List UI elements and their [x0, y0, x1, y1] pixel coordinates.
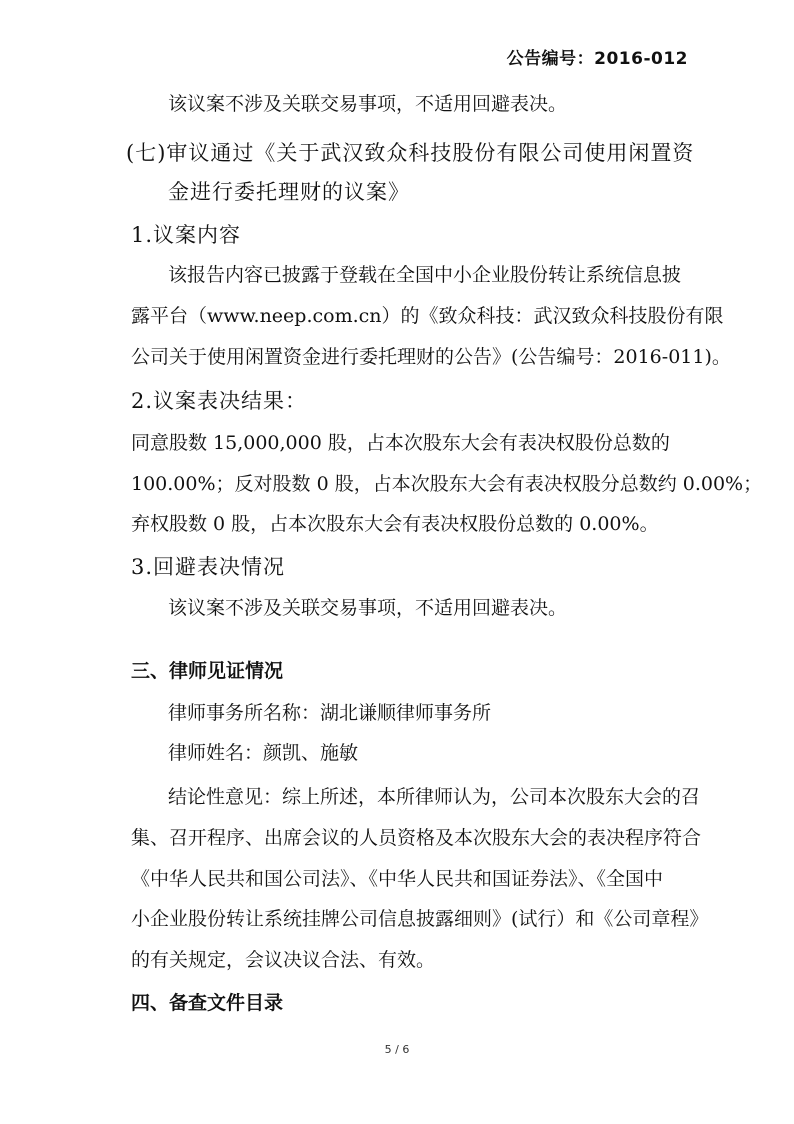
- lawyer-names: 律师姓名：颜凯、施敏: [168, 742, 359, 764]
- item-7-heading-line1: (七)审议通过《关于武汉致众科技股份有限公司使用闲置资: [126, 141, 695, 165]
- conclusion-line-3: 《中华人民共和国公司法》、《中华人民共和国证券法》、《全国中: [131, 868, 664, 890]
- law-firm-name: 律师事务所名称：湖北谦顺律师事务所: [168, 702, 492, 724]
- content-line-2: 露平台（www.neep.com.cn）的《致众科技：武汉致众科技股份有限: [131, 305, 724, 327]
- section-4-title: 四、备查文件目录: [131, 992, 284, 1014]
- vote-line-1: 同意股数 15,000,000 股，占本次股东大会有表决权股份总数的: [131, 432, 670, 454]
- paragraph-no-related-party: 该议案不涉及关联交易事项，不适用回避表决。: [168, 93, 568, 115]
- content-line-1: 该报告内容已披露于登载在全国中小企业股份转让系统信息披: [168, 264, 682, 286]
- item-7-heading-line2: 金进行委托理财的议案》: [168, 180, 410, 204]
- vote-line-2: 100.00%；反对股数 0 股，占本次股东大会有表决权股分总数约 0.00%；: [131, 473, 763, 495]
- subsection-3-title: 3.回避表决情况: [131, 555, 286, 579]
- avoidance-line: 该议案不涉及关联交易事项，不适用回避表决。: [168, 597, 568, 619]
- conclusion-line-2: 集、召开程序、出席会议的人员资格及本次股东大会的表决程序符合: [131, 827, 702, 849]
- conclusion-line-5: 的有关规定，会议决议合法、有效。: [131, 949, 436, 971]
- content-line-3: 公司关于使用闲置资金进行委托理财的公告》(公告编号：2016-011)。: [131, 346, 731, 368]
- vote-line-3: 弃权股数 0 股，占本次股东大会有表决权股份总数的 0.00%。: [131, 513, 659, 535]
- section-3-title: 三、律师见证情况: [131, 660, 284, 682]
- conclusion-line-4: 小企业股份转让系统挂牌公司信息披露细则》(试行）和《公司章程》: [131, 908, 709, 930]
- conclusion-line-1: 结论性意见：综上所述，本所律师认为，公司本次股东大会的召: [168, 786, 701, 808]
- subsection-2-title: 2.议案表决结果：: [131, 389, 308, 413]
- announcement-number: 公告编号：2016-012: [506, 49, 688, 69]
- subsection-1-title: 1.议案内容: [131, 223, 242, 247]
- page-number: 5 / 6: [384, 1043, 410, 1056]
